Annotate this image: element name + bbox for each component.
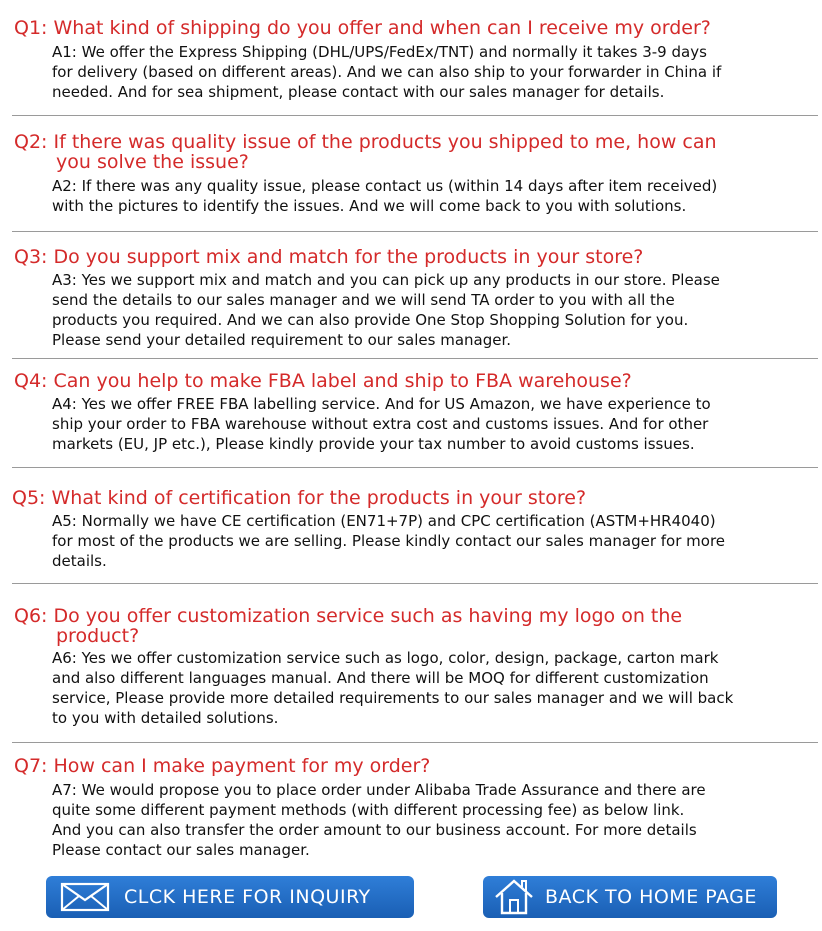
answer-line: to you with detailed solutions.: [52, 709, 279, 727]
question-line: Q1: What kind of shipping do you offer and when can I receive my order?: [14, 17, 711, 39]
answer-line: Please contact our sales manager.: [52, 841, 310, 859]
question-line: Q5: What kind of certification for the products in your store?: [12, 487, 587, 509]
divider: [12, 742, 818, 743]
answer-line: quite some different payment methods (with different processing fee) as below link.: [52, 801, 685, 819]
question-q4: [14, 371, 632, 391]
question-q6: [14, 606, 682, 646]
divider: [12, 358, 818, 359]
divider: [12, 231, 818, 232]
answer-line: with the pictures to identify the issues. And we will come back to you with solutions.: [52, 197, 687, 215]
answer-line: service, Please provide more detailed requirements to our sales manager and we will back: [52, 689, 734, 707]
answer-a5: [52, 511, 820, 571]
question-q1: [14, 18, 711, 38]
home-button-label: BACK TO HOME PAGE: [545, 886, 757, 908]
question-line: Q3: Do you support mix and match for the products in your store?: [14, 246, 644, 268]
answer-line: and also different languages manual. And there will be MOQ for different customization: [52, 669, 709, 687]
divider: [12, 467, 818, 468]
answer-line: for most of the products we are selling. Please kindly contact our sales manager for more: [52, 532, 726, 550]
answer-line: A4: Yes we offer FREE FBA labelling service. And for US Amazon, we have experience to: [52, 395, 711, 413]
answer-line: A6: Yes we offer customization service such as logo, color, design, package, carton mark: [52, 649, 719, 667]
answer-line: A3: Yes we support mix and match and you can pick up any products in our store. Please: [52, 271, 720, 289]
question-line: Q6: Do you offer customization service such as having my logo on the: [14, 605, 683, 627]
answer-line: A2: If there was any quality issue, please contact us (within 14 days after item received): [52, 177, 718, 195]
home-icon: [483, 878, 545, 916]
home-button[interactable]: [483, 876, 777, 918]
question-q2: [14, 132, 717, 172]
inquiry-button[interactable]: [46, 876, 414, 918]
answer-line: And you can also transfer the order amount to our business account. For more details: [52, 821, 697, 839]
answer-a4: [52, 394, 820, 454]
question-q5: [12, 488, 586, 508]
answer-a7: [52, 780, 820, 860]
divider: [12, 583, 818, 584]
question-q3: [14, 247, 643, 267]
question-line: you solve the issue?: [56, 151, 249, 173]
answer-line: products you required. And we can also provide One Stop Shopping Solution for you.: [52, 311, 689, 329]
answer-line: Please send your detailed requirement to our sales manager.: [52, 331, 512, 349]
answer-line: A1: We offer the Express Shipping (DHL/UPS/FedEx/TNT) and normally it takes 3-9 days: [52, 43, 707, 61]
answer-line: A5: Normally we have CE certification (EN71+7P) and CPC certification (ASTM+HR4040): [52, 512, 716, 530]
question-line: Q4: Can you help to make FBA label and ship to FBA warehouse?: [14, 370, 632, 392]
inquiry-button-label: CLCK HERE FOR INQUIRY: [124, 886, 371, 908]
divider: [12, 115, 818, 116]
answer-line: for delivery (based on different areas). And we can also ship to your forwarder in China if: [52, 63, 722, 81]
answer-line: A7: We would propose you to place order under Alibaba Trade Assurance and there are: [52, 781, 706, 799]
question-line: Q7: How can I make payment for my order?: [14, 755, 431, 777]
answer-a1: [52, 42, 820, 102]
question-q7: [14, 756, 430, 776]
answer-a3: [52, 270, 820, 350]
answer-a2: [52, 176, 820, 216]
question-line: Q2: If there was quality issue of the products you shipped to me, how can: [14, 131, 717, 153]
envelope-icon: [46, 882, 124, 912]
answer-line: send the details to our sales manager and we will send TA order to you with all the: [52, 291, 675, 309]
answer-line: needed. And for sea shipment, please contact with our sales manager for details.: [52, 83, 665, 101]
answer-line: markets (EU, JP etc.), Please kindly provide your tax number to avoid customs issues.: [52, 435, 695, 453]
answer-a6: [52, 648, 820, 728]
question-line: product?: [56, 625, 140, 647]
answer-line: ship your order to FBA warehouse without extra cost and customs issues. And for other: [52, 415, 709, 433]
answer-line: details.: [52, 552, 107, 570]
